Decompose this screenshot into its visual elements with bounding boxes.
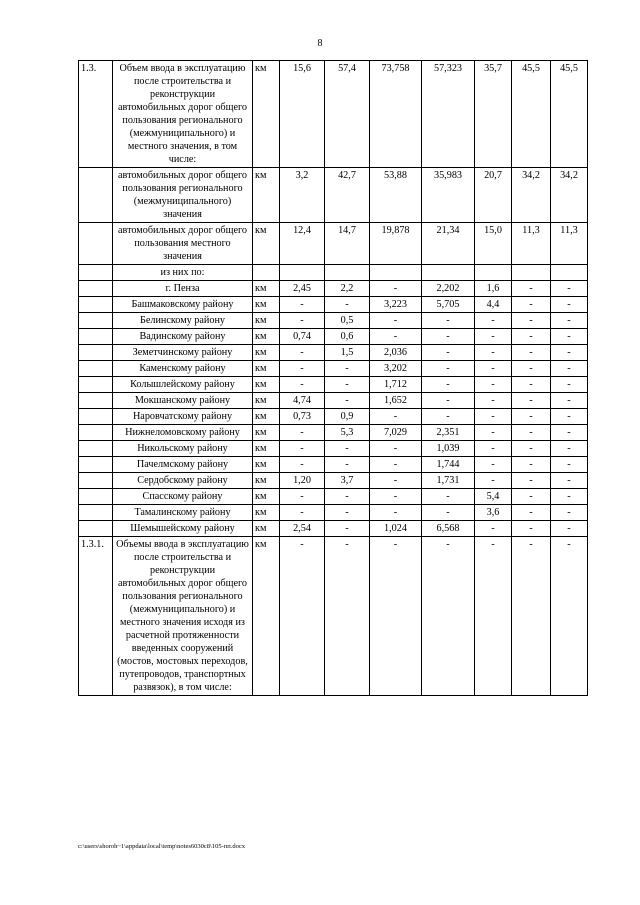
row-number-cell [79, 409, 113, 425]
value-cell: - [370, 441, 422, 457]
value-cell: - [280, 505, 325, 521]
value-cell: - [325, 441, 370, 457]
table-row [79, 313, 588, 329]
value-cell: - [512, 281, 551, 297]
row-number-cell [79, 361, 113, 377]
unit-cell: км [253, 377, 280, 393]
value-cell: - [422, 313, 475, 329]
value-cell: - [422, 361, 475, 377]
value-cell: - [475, 329, 512, 345]
row-number-cell [79, 168, 113, 223]
value-cell: - [280, 457, 325, 473]
value-cell: 1,039 [422, 441, 475, 457]
table-row [79, 168, 588, 223]
unit-cell: км [253, 457, 280, 473]
value-cell: 53,88 [370, 168, 422, 223]
value-cell: - [325, 489, 370, 505]
value-cell: - [475, 425, 512, 441]
value-cell: - [512, 361, 551, 377]
table-row [79, 61, 588, 168]
value-cell: 1,652 [370, 393, 422, 409]
value-cell: - [325, 537, 370, 696]
value-cell: 73,758 [370, 61, 422, 168]
row-number-cell [79, 265, 113, 281]
value-cell: - [551, 393, 588, 409]
indicator-name-cell: Вадинскому району [113, 329, 253, 345]
value-cell: - [422, 345, 475, 361]
value-cell: - [551, 425, 588, 441]
indicator-name-cell: автомобильных дорог общего пользования местного значения [113, 223, 253, 265]
value-cell: - [551, 409, 588, 425]
table-row [79, 505, 588, 521]
indicator-name-cell: Колышлейскому району [113, 377, 253, 393]
value-cell: 21,34 [422, 223, 475, 265]
value-cell: 3,2 [280, 168, 325, 223]
indicator-name-cell: Объем ввода в эксплуатацию после строительства и реконструкции автомобильных дорог общего пользования регионального (межмуниципального) и местного значения, в том числе: [113, 61, 253, 168]
table-row [79, 265, 588, 281]
unit-cell: км [253, 345, 280, 361]
unit-cell: км [253, 281, 280, 297]
indicator-name-cell: Объемы ввода в эксплуатацию после строительства и реконструкции автомобильных дорог общего пользования регионального (межмуниципального) и местного значения исходя из расчетной протяженности введенных сооружений (мостов, мостовых переходов, путепроводов, транспортных развязок), в том числе: [113, 537, 253, 696]
indicator-name-cell: Никольскому району [113, 441, 253, 457]
value-cell: - [422, 505, 475, 521]
value-cell: - [512, 409, 551, 425]
value-cell: - [475, 521, 512, 537]
unit-cell: км [253, 223, 280, 265]
value-cell: - [551, 457, 588, 473]
indicator-name-cell: Мокшанскому району [113, 393, 253, 409]
value-cell: 6,568 [422, 521, 475, 537]
value-cell: - [280, 313, 325, 329]
value-cell: 5,705 [422, 297, 475, 313]
unit-cell: км [253, 521, 280, 537]
row-number-cell [79, 329, 113, 345]
value-cell: - [512, 537, 551, 696]
value-cell: - [551, 361, 588, 377]
value-cell: 0,6 [325, 329, 370, 345]
table-row [79, 489, 588, 505]
value-cell: 45,5 [512, 61, 551, 168]
unit-cell: км [253, 329, 280, 345]
value-cell: - [475, 457, 512, 473]
value-cell: - [325, 393, 370, 409]
value-cell: 0,9 [325, 409, 370, 425]
value-cell: 5,3 [325, 425, 370, 441]
value-cell: 15,6 [280, 61, 325, 168]
value-cell: 34,2 [551, 168, 588, 223]
row-number-cell: 1.3. [79, 61, 113, 168]
value-cell: - [551, 521, 588, 537]
value-cell: 1,024 [370, 521, 422, 537]
value-cell: 57,4 [325, 61, 370, 168]
value-cell: 7,029 [370, 425, 422, 441]
table-row [79, 441, 588, 457]
value-cell: 35,983 [422, 168, 475, 223]
table-row [79, 521, 588, 537]
value-cell: - [551, 297, 588, 313]
value-cell [280, 265, 325, 281]
row-number-cell [79, 281, 113, 297]
value-cell: - [475, 361, 512, 377]
value-cell: 0,74 [280, 329, 325, 345]
value-cell: - [512, 297, 551, 313]
value-cell: - [512, 313, 551, 329]
value-cell: - [370, 505, 422, 521]
value-cell: - [280, 441, 325, 457]
value-cell: 4,4 [475, 297, 512, 313]
indicator-name-cell: Башмаковскому району [113, 297, 253, 313]
value-cell: - [551, 329, 588, 345]
indicator-name-cell: Земетчинскому району [113, 345, 253, 361]
value-cell: 20,7 [475, 168, 512, 223]
row-number-cell [79, 505, 113, 521]
value-cell: 5,4 [475, 489, 512, 505]
row-number-cell [79, 473, 113, 489]
value-cell: - [475, 393, 512, 409]
value-cell: 3,7 [325, 473, 370, 489]
value-cell: - [512, 473, 551, 489]
table-row [79, 345, 588, 361]
value-cell: 12,4 [280, 223, 325, 265]
indicator-name-cell: автомобильных дорог общего пользования регионального (межмуниципального) значения [113, 168, 253, 223]
value-cell: - [325, 521, 370, 537]
unit-cell: км [253, 441, 280, 457]
value-cell: - [325, 505, 370, 521]
value-cell: - [475, 409, 512, 425]
value-cell: - [422, 409, 475, 425]
value-cell [422, 265, 475, 281]
value-cell: 1,712 [370, 377, 422, 393]
value-cell: 35,7 [475, 61, 512, 168]
value-cell: 1,6 [475, 281, 512, 297]
value-cell: 42,7 [325, 168, 370, 223]
value-cell: - [422, 393, 475, 409]
unit-cell: км [253, 61, 280, 168]
table-row [79, 393, 588, 409]
value-cell [512, 265, 551, 281]
row-number-cell [79, 393, 113, 409]
value-cell: - [475, 441, 512, 457]
table-row [79, 377, 588, 393]
value-cell: 45,5 [551, 61, 588, 168]
row-number-cell [79, 345, 113, 361]
value-cell: - [512, 457, 551, 473]
value-cell: 2,202 [422, 281, 475, 297]
value-cell: 3,6 [475, 505, 512, 521]
table-row [79, 473, 588, 489]
value-cell: 11,3 [512, 223, 551, 265]
indicator-name-cell: Спасскому району [113, 489, 253, 505]
value-cell: 2,351 [422, 425, 475, 441]
value-cell: 2,2 [325, 281, 370, 297]
value-cell: - [370, 457, 422, 473]
value-cell: - [551, 537, 588, 696]
row-number-cell [79, 441, 113, 457]
unit-cell: км [253, 489, 280, 505]
row-number-cell [79, 297, 113, 313]
page-number: 8 [317, 38, 323, 49]
value-cell: - [512, 393, 551, 409]
table-row [79, 361, 588, 377]
value-cell: - [280, 361, 325, 377]
value-cell: - [280, 345, 325, 361]
value-cell: - [475, 313, 512, 329]
value-cell: - [422, 537, 475, 696]
value-cell: - [512, 489, 551, 505]
row-number-cell [79, 457, 113, 473]
value-cell: 0,73 [280, 409, 325, 425]
unit-cell: км [253, 168, 280, 223]
table-row [79, 457, 588, 473]
unit-cell: км [253, 425, 280, 441]
table-row [79, 223, 588, 265]
table-row [79, 297, 588, 313]
value-cell: 14,7 [325, 223, 370, 265]
value-cell: 3,202 [370, 361, 422, 377]
unit-cell: км [253, 297, 280, 313]
value-cell: - [551, 505, 588, 521]
table-row [79, 425, 588, 441]
value-cell: 15,0 [475, 223, 512, 265]
value-cell: - [512, 521, 551, 537]
indicator-name-cell: Тамалинскому району [113, 505, 253, 521]
value-cell: - [475, 473, 512, 489]
indicator-name-cell: из них по: [113, 265, 253, 281]
value-cell: 34,2 [512, 168, 551, 223]
value-cell: 0,5 [325, 313, 370, 329]
indicator-name-cell: г. Пенза [113, 281, 253, 297]
value-cell [370, 265, 422, 281]
table-row [79, 537, 588, 696]
unit-cell: км [253, 313, 280, 329]
table-row [79, 329, 588, 345]
value-cell: - [280, 425, 325, 441]
unit-cell: км [253, 473, 280, 489]
value-cell: 19,878 [370, 223, 422, 265]
unit-cell: км [253, 409, 280, 425]
row-number-cell [79, 223, 113, 265]
value-cell [325, 265, 370, 281]
value-cell: - [370, 473, 422, 489]
value-cell: - [551, 345, 588, 361]
value-cell: - [512, 441, 551, 457]
unit-cell: км [253, 505, 280, 521]
value-cell: 1,744 [422, 457, 475, 473]
value-cell [475, 265, 512, 281]
value-cell: 1,731 [422, 473, 475, 489]
value-cell: 1,5 [325, 345, 370, 361]
value-cell: - [551, 377, 588, 393]
value-cell: - [280, 297, 325, 313]
value-cell: - [280, 537, 325, 696]
value-cell: - [325, 377, 370, 393]
row-number-cell [79, 313, 113, 329]
value-cell: - [551, 441, 588, 457]
value-cell: - [370, 281, 422, 297]
value-cell: 57,323 [422, 61, 475, 168]
indicator-name-cell: Пачелмскому району [113, 457, 253, 473]
value-cell: - [280, 489, 325, 505]
value-cell: - [475, 377, 512, 393]
row-number-cell [79, 425, 113, 441]
value-cell: - [422, 377, 475, 393]
row-number-cell: 1.3.1. [79, 537, 113, 696]
value-cell: - [551, 313, 588, 329]
indicator-name-cell: Сердобскому району [113, 473, 253, 489]
unit-cell: км [253, 393, 280, 409]
value-cell [551, 265, 588, 281]
value-cell: - [475, 537, 512, 696]
row-number-cell [79, 521, 113, 537]
value-cell: - [551, 473, 588, 489]
value-cell: - [551, 281, 588, 297]
value-cell: 1,20 [280, 473, 325, 489]
value-cell: 2,036 [370, 345, 422, 361]
value-cell: - [512, 345, 551, 361]
value-cell: - [551, 489, 588, 505]
value-cell: - [370, 409, 422, 425]
value-cell: - [512, 377, 551, 393]
indicator-name-cell: Наровчатскому району [113, 409, 253, 425]
indicator-name-cell: Нижнеломовскому району [113, 425, 253, 441]
value-cell: - [422, 329, 475, 345]
indicator-name-cell: Шемышейскому району [113, 521, 253, 537]
value-cell: - [325, 297, 370, 313]
value-cell: 4,74 [280, 393, 325, 409]
value-cell: - [370, 489, 422, 505]
value-cell: - [370, 313, 422, 329]
value-cell: - [325, 361, 370, 377]
value-cell: - [512, 505, 551, 521]
file-path-footer: c:\users\shoroh~1\appdata\local\temp\notes6030c8\105-пп.docx [78, 843, 245, 850]
row-number-cell [79, 377, 113, 393]
value-cell: 2,54 [280, 521, 325, 537]
value-cell: - [422, 489, 475, 505]
unit-cell: км [253, 537, 280, 696]
value-cell: 11,3 [551, 223, 588, 265]
indicator-name-cell: Каменскому району [113, 361, 253, 377]
value-cell: - [512, 425, 551, 441]
unit-cell: км [253, 361, 280, 377]
value-cell: - [370, 537, 422, 696]
table-row [79, 281, 588, 297]
value-cell: - [512, 329, 551, 345]
unit-cell [253, 265, 280, 281]
value-cell: - [325, 457, 370, 473]
indicator-name-cell: Белинскому району [113, 313, 253, 329]
value-cell: - [475, 345, 512, 361]
value-cell: 3,223 [370, 297, 422, 313]
value-cell: - [370, 329, 422, 345]
data-table [78, 60, 588, 696]
row-number-cell [79, 489, 113, 505]
value-cell: 2,45 [280, 281, 325, 297]
value-cell: - [280, 377, 325, 393]
table-row [79, 409, 588, 425]
